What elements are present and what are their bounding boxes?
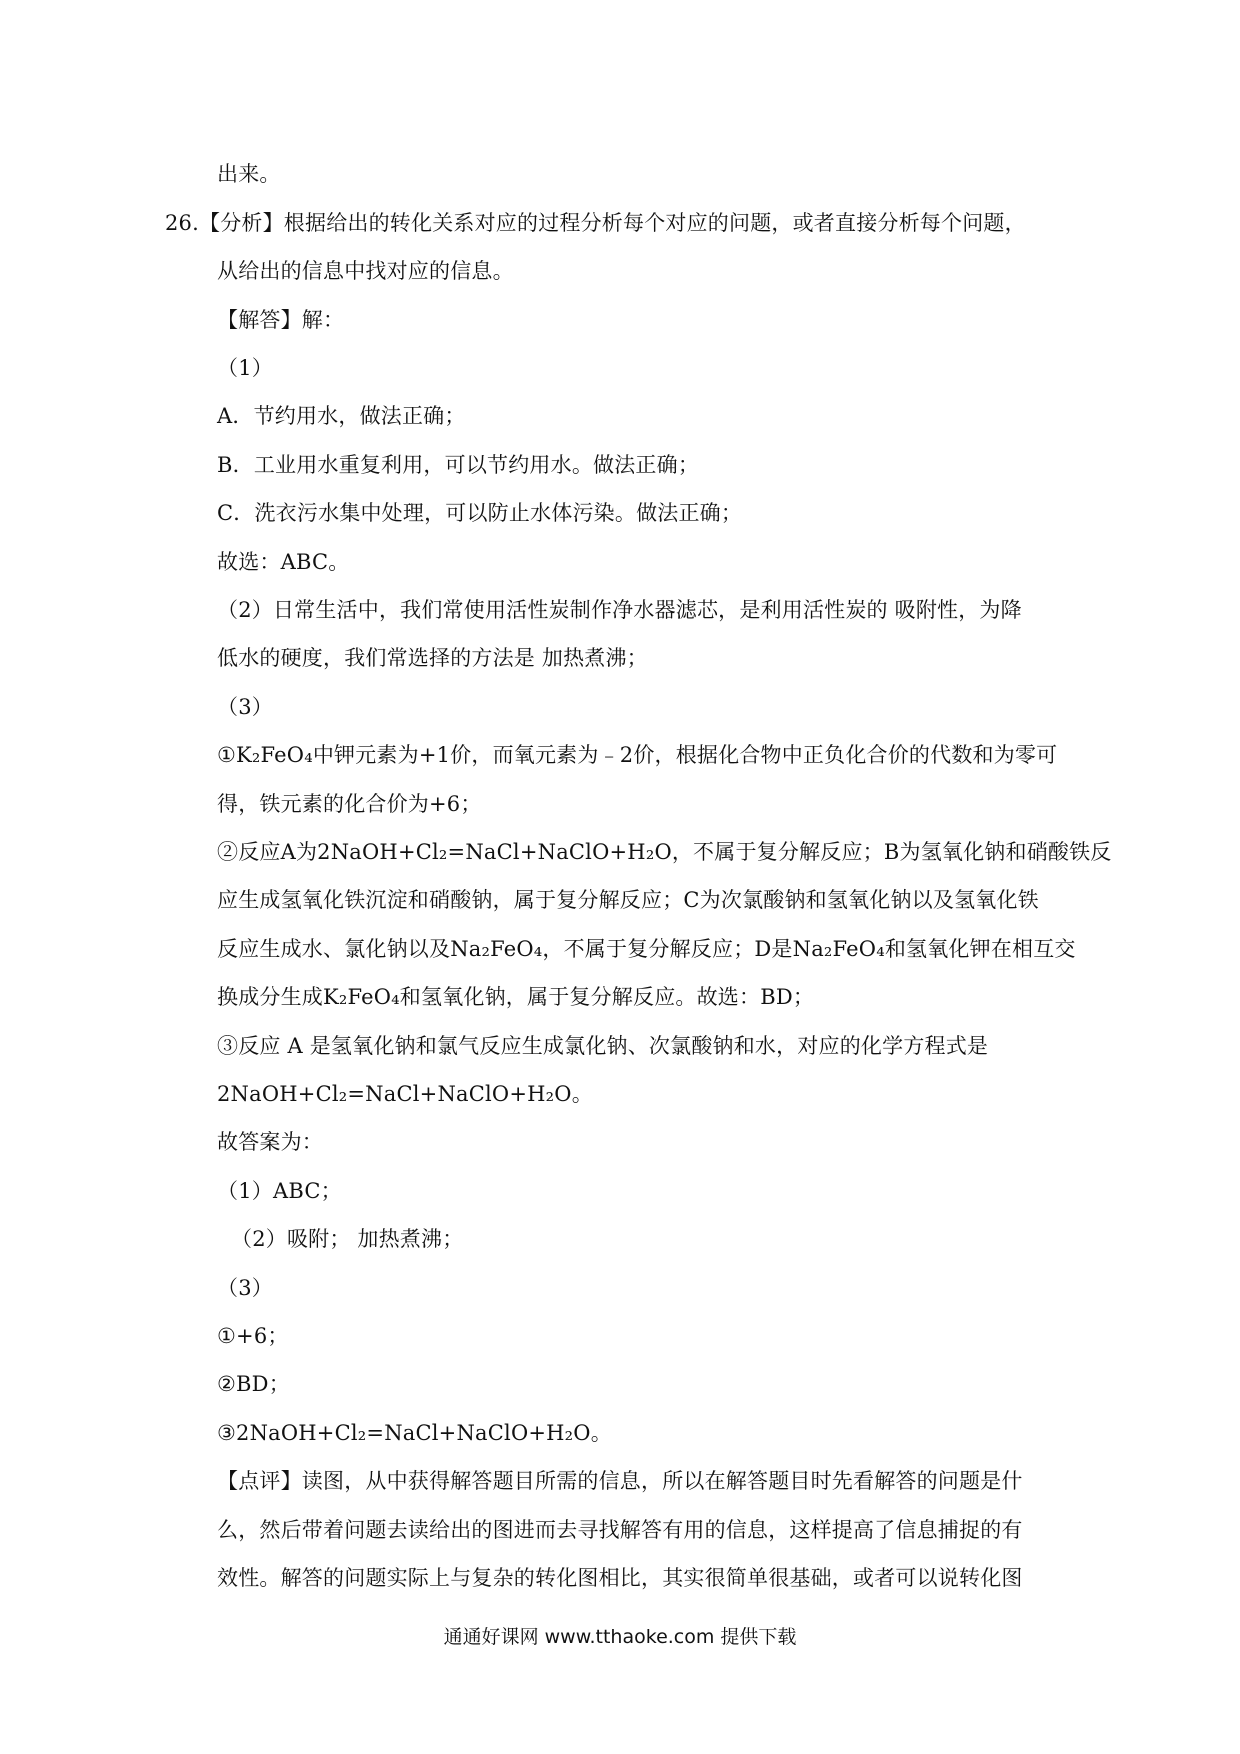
part-3-label: （3） [217,695,273,719]
option-a: A．节约用水，做法正确； [217,404,466,428]
text-line: 出来。 [217,162,281,186]
text-line: 反应生成水、氯化钠以及Na₂FeO₄，不属于复分解反应；D是Na₂FeO₄和氢氧化钾在相互交 [217,937,1076,961]
part-1-label: （1） [217,356,273,380]
answer-3-item-3: ③2NaOH+Cl₂=NaCl+NaClO+H₂O。 [217,1421,612,1445]
part-3-item-2: ②反应A为2NaOH+Cl₂=NaCl+NaClO+H₂O，不属于复分解反应；B为氢氧化钠和硝酸铁反 [217,840,1112,864]
option-c: C．洗衣污水集中处理，可以防止水体污染。做法正确； [217,501,743,525]
answers-heading: 故答案为： [217,1130,323,1154]
answer-2: （2）吸附； 加热煮沸； [231,1227,464,1251]
chemical-equation: 2NaOH+Cl₂=NaCl+NaClO+H₂O。 [217,1082,593,1106]
answer-3-item-2: ②BD； [217,1372,290,1396]
comment-text: 【点评】读图，从中获得解答题目所需的信息，所以在解答题目时先看解答的问题是什 [217,1469,1023,1493]
choice-result: 故选：ABC。 [217,550,350,574]
text-line: 效性。解答的问题实际上与复杂的转化图相比，其实很简单很基础，或者可以说转化图 [217,1566,1023,1590]
question-26-analysis: 26.【分析】根据给出的转化关系对应的过程分析每个对应的问题，或者直接分析每个问题， [165,211,1026,235]
part-2-text: （2）日常生活中，我们常使用活性炭制作净水器滤芯，是利用活性炭的 吸附性，为降 [217,598,1022,622]
part-3-item-1: ①K₂FeO₄中钾元素为+1价，而氧元素为﹣2价，根据化合物中正负化合价的代数和为零可 [217,743,1058,767]
answer-3-item-1: ①+6； [217,1324,289,1348]
text-line: 从给出的信息中找对应的信息。 [217,259,514,283]
text-line: 得，铁元素的化合价为+6； [217,792,482,816]
answer-1: （1）ABC； [217,1179,342,1203]
page-footer: 通通好课网 www.tthaoke.com 提供下载 [443,1626,797,1648]
answer-3-label: （3） [217,1276,273,1300]
text-line: 么，然后带着问题去读给出的图进而去寻找解答有用的信息，这样提高了信息捕捉的有 [217,1518,1023,1542]
text-line: 低水的硬度，我们常选择的方法是 加热煮沸； [217,646,648,670]
text-line: 应生成氢氧化铁沉淀和硝酸钠，属于复分解反应；C为次氯酸钠和氢氧化钠以及氢氧化铁 [217,888,1039,912]
answer-heading: 【解答】解： [217,308,345,332]
part-3-item-3: ③反应 A 是氢氧化钠和氯气反应生成氯化钠、次氯酸钠和水，对应的化学方程式是 [217,1034,989,1058]
text-line: 换成分生成K₂FeO₄和氢氧化钠，属于复分解反应。故选：BD； [217,985,815,1009]
option-b: B．工业用水重复利用，可以节约用水。做法正确； [217,453,700,477]
